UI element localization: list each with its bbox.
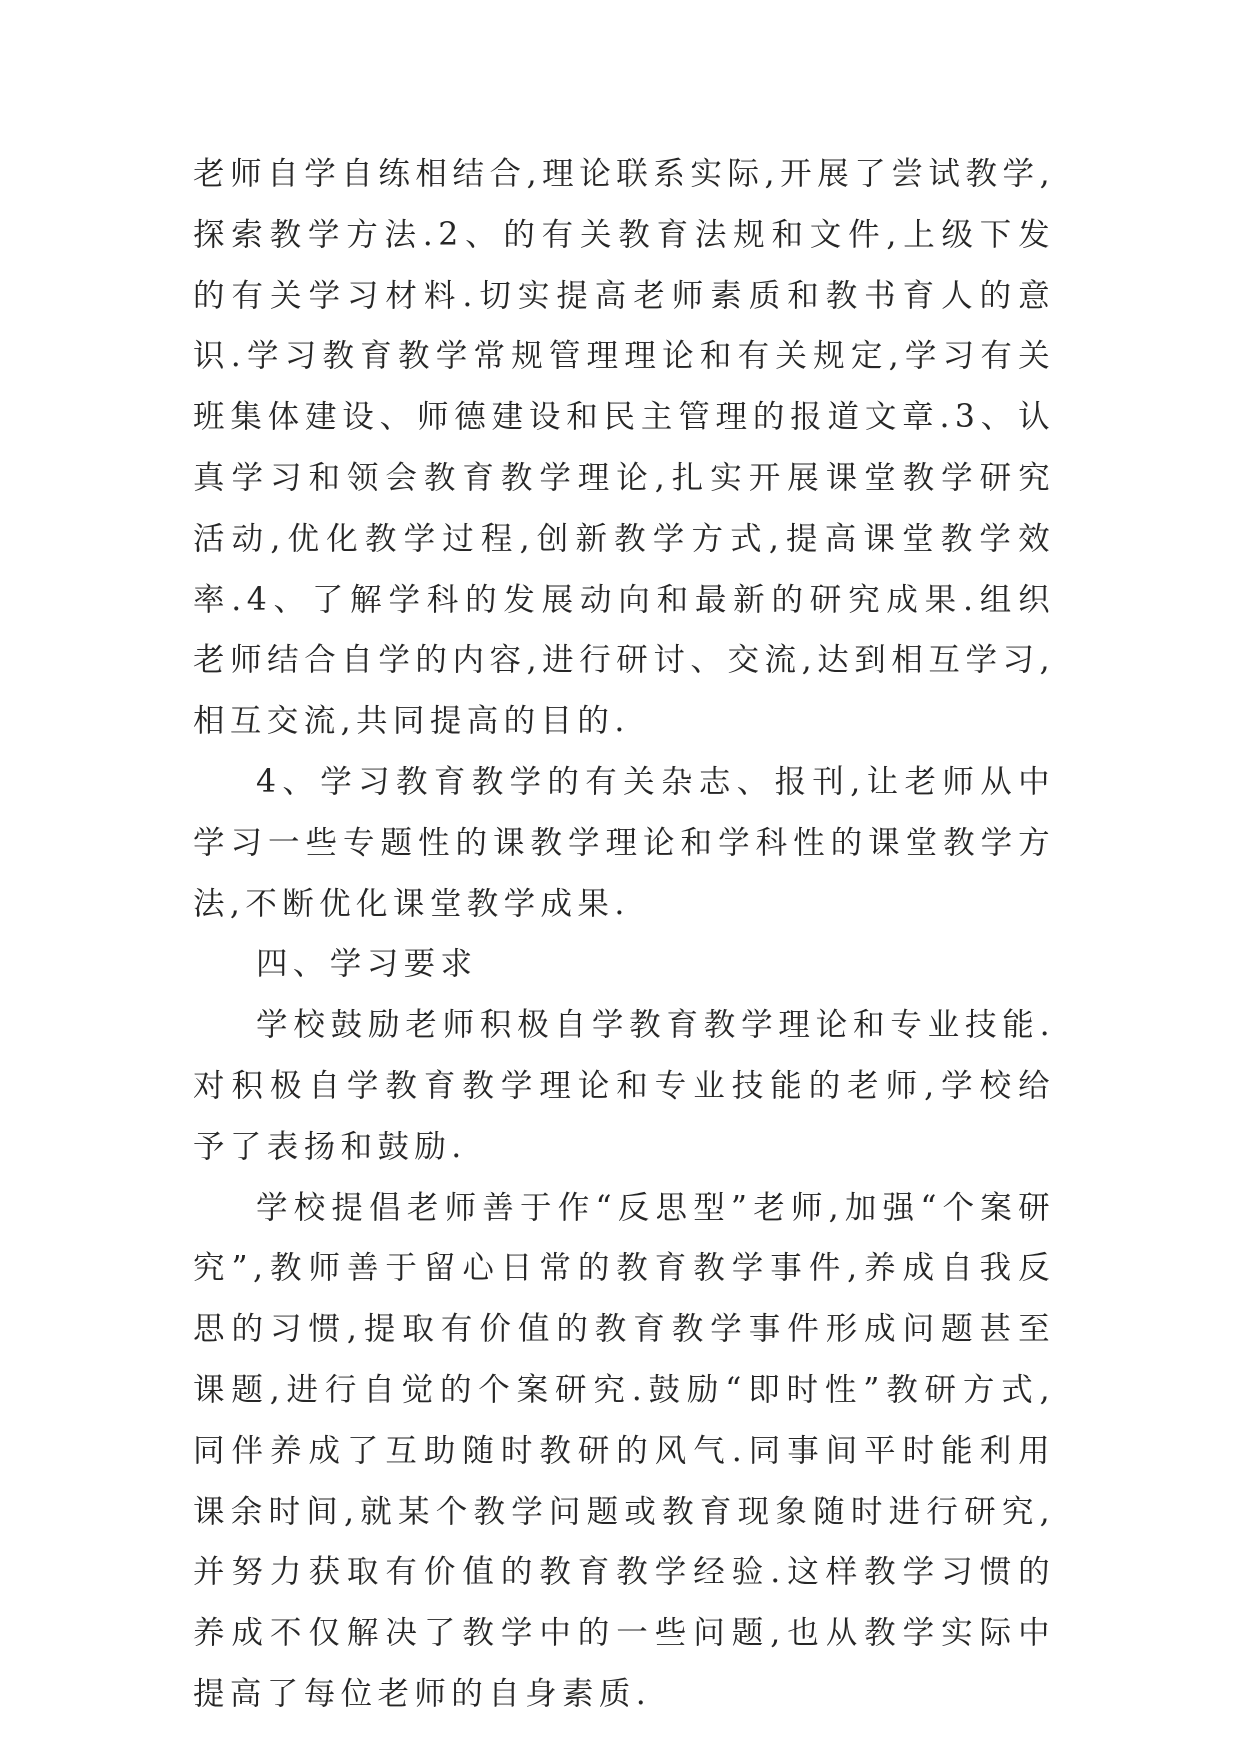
document-body [193, 144, 1055, 1725]
paragraph-journals: 4、学习教育教学的有关杂志、报刊,让老师从中学习一些专题性的课教学理论和学科性的课堂教学方法,不断优化课堂教学成果. [193, 763, 1055, 922]
paragraph-reflective-teacher: 学校提倡老师善于作“反思型”老师,加强“个案研究”,教师善于留心日常的教育教学事件,养成自我反思的习惯,提取有价值的教育教学事件形成问题甚至课题,进行自觉的个案研究.鼓励“即时性”教研方式,同伴养成了互助随时教研的风气.同事间平时能利用课余时间,就某个教学问题或教育现象随时进行研究,并努力获取有价值的教育教学经验.这样教学习惯的养成不仅解决了教学中的一些问题,也从教学实际中提高了每位老师的自身素质. [193, 1189, 1055, 1712]
paragraph-study-content: 老师自学自练相结合,理论联系实际,开展了尝试教学,探索教学方法.2、的有关教育法规和文件,上级下发的有关学习材料.切实提高老师素质和教书育人的意识.学习教育教学常规管理理论和有关规定,学习有关班集体建设、师德建设和民主管理的报道文章.3、认真学习和领会教育教学理论,扎实开展课堂教学研究活动,优化教学过程,创新教学方式,提高课堂教学效率.4、了解学科的发展动向和最新的研究成果.组织老师结合自学的内容,进行研讨、交流,达到相互学习,相互交流,共同提高的目的. [193, 156, 1055, 740]
section-heading-study-requirements: 四、学习要求 [256, 946, 478, 983]
paragraph-encourage-self-study: 学校鼓励老师积极自学教育教学理论和专业技能.对积极自学教育教学理论和专业技能的老师,学校给予了表扬和鼓励. [193, 1007, 1055, 1165]
